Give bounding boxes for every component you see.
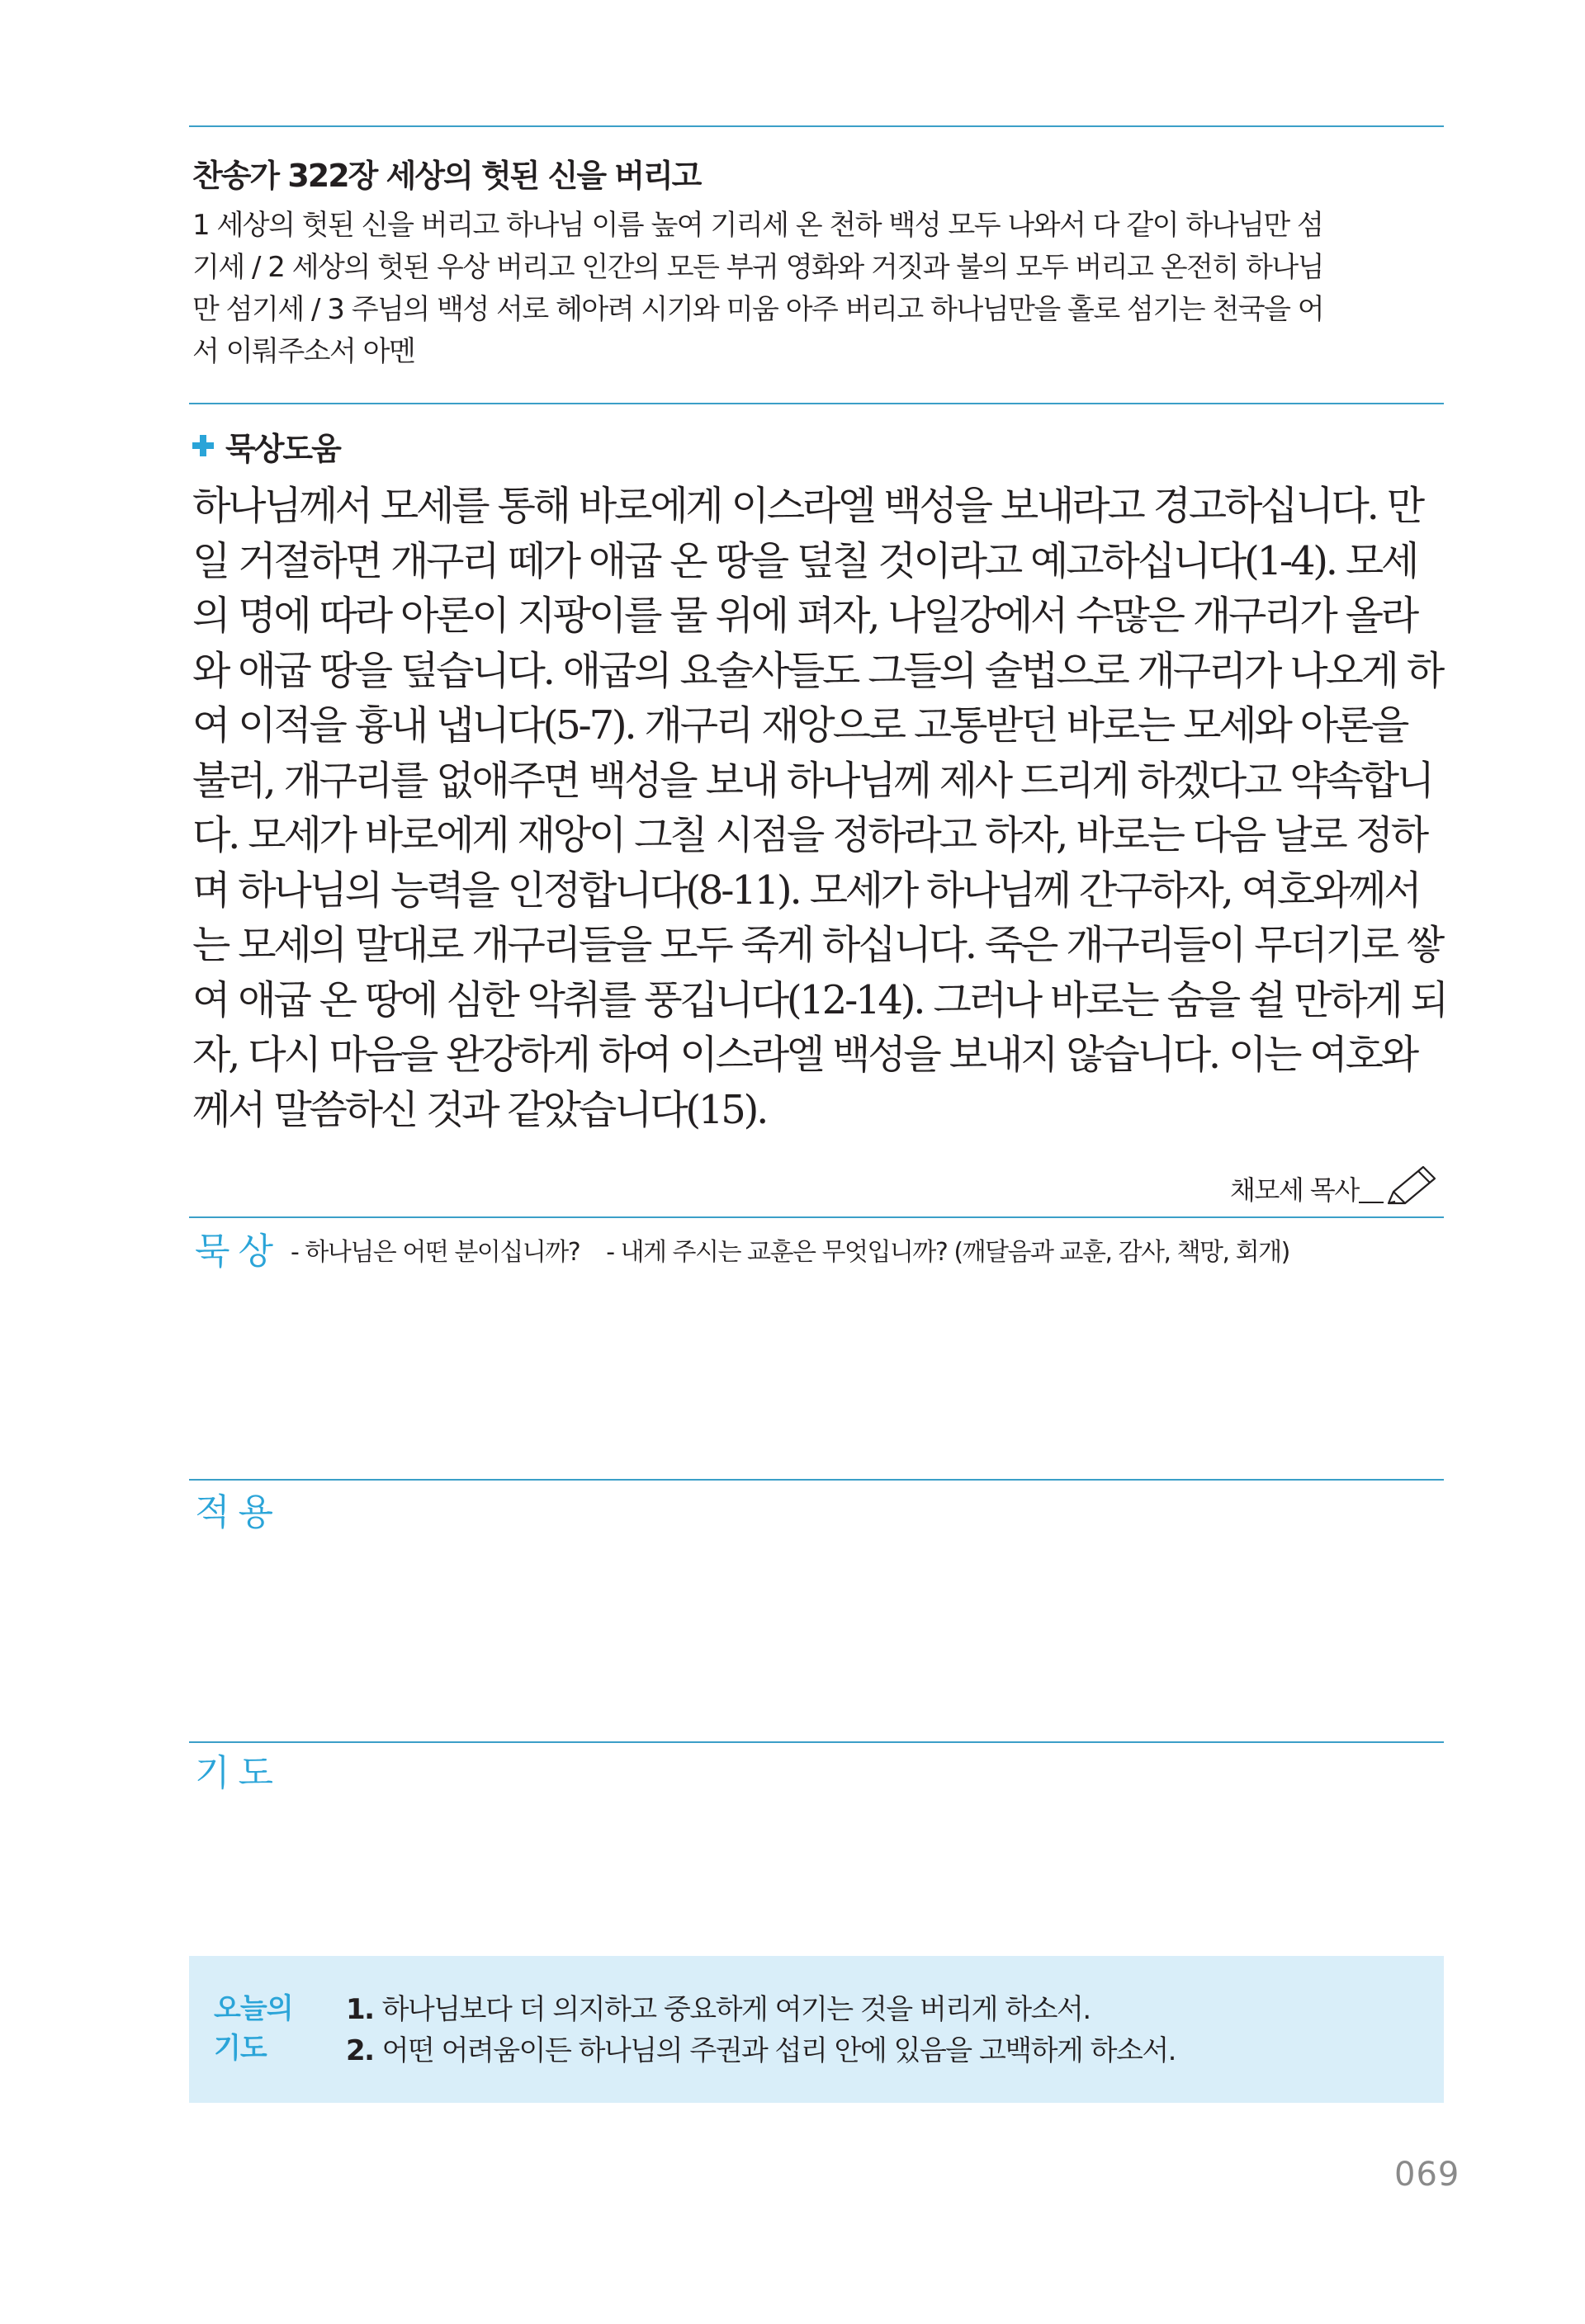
todays-prayer-items bbox=[346, 1989, 1176, 2071]
prayer-item-number: 1. bbox=[346, 1993, 374, 2026]
prayer-item bbox=[346, 2030, 1176, 2071]
todays-prayer-label-line: 기도 bbox=[214, 2032, 267, 2065]
todays-prayer-label bbox=[214, 1989, 293, 2068]
pencil-icon bbox=[1384, 1164, 1441, 1208]
hymn-line: 기세 / 2 세상의 헛된 우상 버리고 인간의 모든 부귀 영화와 거짓과 불의 모두 버리고 온전히 하나님 bbox=[192, 251, 1324, 284]
meditation-aid-title: 묵상도움 bbox=[225, 430, 340, 467]
body-line: 여 애굽 온 땅에 심한 악취를 풍깁니다(12-14). 그러나 바로는 숨을 쉴 만하게 되 bbox=[192, 976, 1446, 1023]
meditation-prompt: - 하나님은 어떤 분이십니까? bbox=[291, 1238, 580, 1267]
author-signature bbox=[1230, 1164, 1441, 1208]
prayer-item-text: 하나님보다 더 의지하고 중요하게 여기는 것을 버리게 하소서. bbox=[381, 1993, 1091, 2026]
prayer-item-text: 어떤 어려움이든 하나님의 주권과 섭리 안에 있음을 고백하게 하소서. bbox=[381, 2034, 1176, 2067]
meditation-prompt: - 내게 주시는 교훈은 무엇입니까? (깨달음과 교훈, 감사, 책망, 회개) bbox=[606, 1238, 1289, 1267]
body-line: 께서 말씀하신 것과 같았습니다(15). bbox=[192, 1086, 767, 1133]
todays-prayer-label-line: 오늘의 bbox=[214, 1992, 293, 2025]
hymn-line: 서 이뤄주소서 아멘 bbox=[192, 335, 415, 368]
page-number: 069 bbox=[1394, 2156, 1460, 2194]
meditation-prompts bbox=[291, 1235, 1309, 1271]
body-line: 여 이적을 흉내 냅니다(5-7). 개구리 재앙으로 고통받던 바로는 모세와 아론을 bbox=[192, 702, 1408, 749]
signature-line bbox=[1359, 1202, 1384, 1203]
body-line: 불러, 개구리를 없애주면 백성을 보내 하나님께 제사 드리게 하겠다고 약속합니 bbox=[192, 757, 1432, 804]
prayer-item bbox=[346, 1989, 1176, 2030]
top-rule bbox=[189, 125, 1444, 127]
plus-icon bbox=[192, 435, 214, 456]
body-line: 자, 다시 마음을 완강하게 하여 이스라엘 백성을 보내지 않습니다. 이는 여호와 bbox=[192, 1032, 1417, 1078]
prayer-item-number: 2. bbox=[346, 2034, 374, 2067]
prayer-rule bbox=[189, 1741, 1444, 1743]
todays-prayer-box bbox=[189, 1956, 1444, 2103]
body-line: 와 애굽 땅을 덮습니다. 애굽의 요술사들도 그들의 술법으로 개구리가 나오게 하 bbox=[192, 647, 1443, 694]
body-line: 일 거절하면 개구리 떼가 애굽 온 땅을 덮칠 것이라고 예고하십니다(1-4). 모세 bbox=[192, 537, 1417, 584]
hymn-line: 만 섬기세 / 3 주님의 백성 서로 헤아려 시기와 미움 아주 버리고 하나님만을 홀로 섬기는 천국을 어 bbox=[192, 293, 1324, 326]
body-line: 는 모세의 말대로 개구리들을 모두 죽게 하십니다. 죽은 개구리들이 무더기로 쌓 bbox=[192, 922, 1443, 968]
body-line: 하나님께서 모세를 통해 바로에게 이스라엘 백성을 보내라고 경고하십니다. 만 bbox=[192, 483, 1422, 529]
hymn-bottom-rule bbox=[189, 403, 1444, 404]
hymn-lyrics bbox=[192, 205, 1447, 373]
author-name: 채모세 목사 bbox=[1230, 1174, 1359, 1206]
meditation-rule bbox=[189, 1216, 1444, 1218]
meditation-label: 묵상 bbox=[195, 1230, 282, 1273]
application-rule bbox=[189, 1479, 1444, 1481]
meditation-aid-heading bbox=[192, 424, 340, 467]
body-line: 다. 모세가 바로에게 재앙이 그칠 시점을 정하라고 하자, 바로는 다음 날로 정하 bbox=[192, 812, 1426, 858]
application-label: 적용 bbox=[195, 1491, 282, 1533]
body-line: 의 명에 따라 아론이 지팡이를 물 위에 펴자, 나일강에서 수많은 개구리가 올라 bbox=[192, 593, 1417, 639]
hymn-line: 1 세상의 헛된 신을 버리고 하나님 이름 높여 기리세 온 천하 백성 모두 나와서 다 같이 하나님만 섬 bbox=[192, 209, 1323, 242]
body-line: 며 하나님의 능력을 인정합니다(8-11). 모세가 하나님께 간구하자, 여호와께서 bbox=[192, 867, 1420, 914]
hymn-title: 찬송가 322장 세상의 헛된 신을 버리고 bbox=[192, 158, 701, 194]
prayer-label: 기도 bbox=[195, 1752, 282, 1794]
meditation-aid-body bbox=[192, 479, 1447, 1137]
